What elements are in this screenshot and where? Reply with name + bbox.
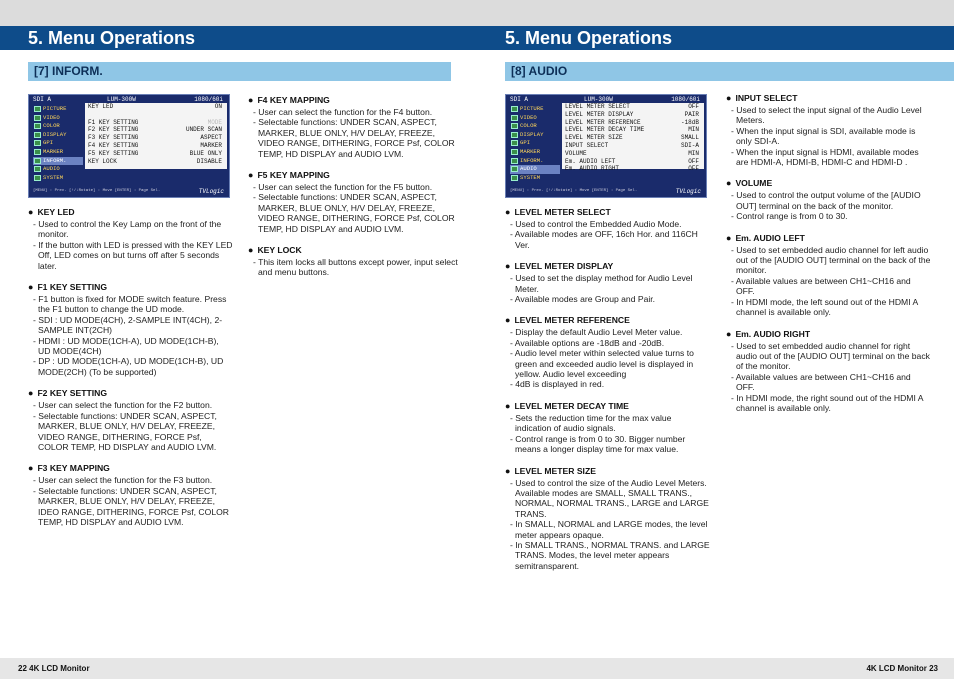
bullet-icon: ● xyxy=(505,261,511,272)
bullet-icon: ● xyxy=(28,282,34,293)
item-line: - When the input signal is SDI, available mode is only SDI-A. xyxy=(731,125,916,147)
setting-value: SMALL xyxy=(680,134,699,142)
item-heading xyxy=(28,207,233,218)
item-title: LEVEL METER REFERENCE xyxy=(514,315,630,326)
item-line: - Selectable functions: UNDER SCAN, ASPECT, MARKER, BLUE ONLY, H/V DELAY, FREEZE, IDEO RANGE, DITHERING, FORCE Psf, COLOR TEMP, HD DISPLAY and AUDIO LVM. xyxy=(33,485,229,527)
description-item xyxy=(505,401,710,455)
item-heading xyxy=(505,261,710,272)
item-line: - Control range is from 0 to 30. Bigger number means a longer display time for max value. xyxy=(510,433,686,455)
setting-name: INPUT SELECT xyxy=(565,141,609,149)
description-item xyxy=(505,261,710,304)
item-line: - Available modes are Group and Pair. xyxy=(510,294,656,305)
setting-value: OFF xyxy=(688,165,699,173)
bullet-icon: ● xyxy=(726,93,732,103)
setting-row xyxy=(562,158,704,166)
menu-item: MARKER xyxy=(33,148,83,157)
item-line: - Sets the reduction time for the max value indication of audio signals. xyxy=(510,412,672,434)
item-title: LEVEL METER DECAY TIME xyxy=(514,400,629,411)
setting-value: SDI-A xyxy=(680,141,699,149)
setting-name: VOLUME xyxy=(565,149,587,157)
setting-row xyxy=(85,150,227,158)
setting-row xyxy=(85,158,227,166)
screen-menu xyxy=(510,105,560,182)
description-item xyxy=(726,233,931,318)
setting-name: LEVEL METER REFERENCE xyxy=(565,118,641,126)
setting-row xyxy=(85,119,227,127)
item-title: KEY LED xyxy=(37,207,75,217)
section-header-audio: [8] AUDIO xyxy=(505,62,954,81)
item-line: - DP : UD MODE(1CH-A), UD MODE(1CH-B), UD MODE(2CH) (To be supported) xyxy=(33,356,224,377)
item-line: - If the button with LED is pressed with the KEY LED Off, LED comes on but turns off after 5 seconds later. xyxy=(33,239,233,271)
description-item xyxy=(726,178,931,221)
description-item xyxy=(28,388,233,452)
screen-format: 1080/60i xyxy=(194,96,223,103)
monitor-screenshot-audio xyxy=(505,94,707,198)
description-item xyxy=(726,329,931,414)
footer-right: 4K LCD Monitor 23 xyxy=(477,658,954,679)
setting-name: Em. AUDIO RIGHT xyxy=(565,165,620,173)
bullet-icon: ● xyxy=(505,400,511,411)
setting-value: UNDER SCAN xyxy=(185,126,222,134)
setting-value: MODE xyxy=(207,118,222,126)
item-title: F2 KEY SETTING xyxy=(37,388,107,399)
item-line: - Available values are between CH1~CH16 and OFF. xyxy=(731,275,911,297)
screen-source: SDI A xyxy=(33,96,52,103)
setting-row xyxy=(85,142,227,150)
setting-row xyxy=(85,126,227,134)
item-title: LEVEL METER SIZE xyxy=(514,465,596,476)
item-line: - Selectable functions: UNDER SCAN, ASPECT, MARKER, BLUE ONLY, H/V DELAY, FREEZE, VIDEO RANGE, DITHERING, FORCE Psf, COLOR TEMP, HD DISPLAY and AUDIO LVM. xyxy=(253,117,455,159)
item-line: - In HDMI mode, the right sound out of the HDMI A channel is available only. xyxy=(731,392,924,413)
item-heading xyxy=(28,463,233,474)
description-item xyxy=(505,466,710,572)
item-title: Em. AUDIO RIGHT xyxy=(735,328,811,339)
screen-source: SDI A xyxy=(510,96,529,103)
menu-item: COLOR xyxy=(33,122,83,131)
menu-item: VIDEO xyxy=(33,114,83,123)
setting-row xyxy=(562,111,704,119)
bullet-icon: ● xyxy=(28,388,34,399)
menu-item: DISPLAY xyxy=(33,131,83,140)
item-title: KEY LOCK xyxy=(257,245,302,256)
setting-row xyxy=(562,165,704,173)
description-item xyxy=(248,95,458,159)
setting-value: ON xyxy=(214,103,222,110)
description-item xyxy=(726,93,931,167)
setting-name: F4 KEY SETTING xyxy=(88,141,139,149)
setting-name: KEY LED xyxy=(88,103,114,110)
item-line: - Used to set embedded audio channel for right audio out of the [AUDIO OUT] terminal on the back of the monitor. xyxy=(731,340,930,372)
setting-name: LEVEL METER SIZE xyxy=(565,134,623,142)
top-band xyxy=(0,0,954,26)
setting-row xyxy=(562,103,704,111)
page-title-right: 5. Menu Operations xyxy=(477,26,954,50)
item-line: - This item locks all buttons except power, input select and menu buttons. xyxy=(253,257,458,278)
item-heading xyxy=(505,401,710,412)
bullet-icon: ● xyxy=(28,463,34,474)
item-title: F4 KEY MAPPING xyxy=(257,95,330,105)
section-header-inform: [7] INFORM. xyxy=(28,62,451,81)
setting-name: F2 KEY SETTING xyxy=(88,126,139,134)
description-item xyxy=(28,282,233,377)
item-line: - Available values are between CH1~CH16 and OFF. xyxy=(731,371,911,393)
item-line: - Used to control the output volume of the [AUDIO OUT] terminal on the back of the monitor. xyxy=(731,190,921,211)
item-heading xyxy=(248,95,458,106)
text-column-left-2 xyxy=(248,95,458,289)
text-column-right-2 xyxy=(726,93,931,424)
item-heading xyxy=(505,466,710,477)
item-heading xyxy=(505,315,710,326)
setting-value: PAIR xyxy=(684,110,699,118)
setting-value: -18dB xyxy=(680,118,699,126)
bullet-icon: ● xyxy=(505,315,511,326)
setting-name: LEVEL METER DISPLAY xyxy=(565,110,634,118)
monitor-screenshot-inform xyxy=(28,94,230,198)
item-title: F3 KEY MAPPING xyxy=(37,463,110,474)
item-heading xyxy=(248,170,458,181)
bullet-icon: ● xyxy=(726,178,732,189)
description-item xyxy=(28,207,233,271)
item-line: - Used to control the Embedded Audio Mode. xyxy=(510,219,682,229)
item-line: - Selectable functions: UNDER SCAN, ASPECT, MARKER, BLUE ONLY, H/V DELAY, FREEZE, VIDEO RANGE, DITHERING, FORCE Psf, COLOR TEMP, HD DISPLAY and AUDIO LVM. xyxy=(253,192,455,234)
settings-panel xyxy=(562,103,704,173)
item-heading xyxy=(726,178,931,189)
item-title: LEVEL METER SELECT xyxy=(514,207,611,217)
item-line: - 4dB is displayed in red. xyxy=(510,379,605,390)
item-line: - Used to control the Key Lamp on the front of the monitor. xyxy=(33,219,222,240)
setting-row xyxy=(562,119,704,127)
setting-value: DISABLE xyxy=(196,157,222,165)
setting-row xyxy=(562,142,704,150)
screen-menu xyxy=(33,105,83,182)
item-line: - Used to control the size of the Audio Level Meters. Available modes are SMALL, SMALL TRANS., NORMAL, NORMAL TRANS., LARGE and LARGE TRANS. xyxy=(510,477,709,519)
screen-model: LUM-300W xyxy=(107,96,136,103)
item-line: - Display the default Audio Level Meter value. xyxy=(510,327,683,338)
item-title: Em. AUDIO LEFT xyxy=(735,232,805,243)
item-line: - User can select the function for the F3 button. xyxy=(33,475,213,486)
menu-item: PICTURE xyxy=(510,105,560,114)
item-line: - Available options are -18dB and -20dB. xyxy=(510,337,665,348)
setting-row xyxy=(85,111,227,119)
description-item xyxy=(28,463,233,527)
item-line: - Available modes are OFF, 16ch Hor. and 116CH Ver. xyxy=(510,229,698,250)
page-title-left: 5. Menu Operations xyxy=(0,26,477,50)
item-line: - F1 button is fixed for MODE switch feature. Press the F1 button to change the UD mode. xyxy=(33,294,227,315)
menu-item: SYSTEM xyxy=(510,174,560,183)
screen-footer-hints: [MENU] : Prev. [↑/↓Rotate] : Move [ENTER] : Page Sel. xyxy=(33,189,161,193)
item-line: - HDMI : UD MODE(1CH-A), UD MODE(1CH-B), UD MODE(4CH) xyxy=(33,335,219,357)
item-line: - When the input signal is HDMI, available modes are HDMI-A, HDMI-B, HDMI-C and HDMI-D . xyxy=(731,146,919,168)
text-column-left-1 xyxy=(28,207,233,538)
setting-name: F5 KEY SETTING xyxy=(88,149,139,157)
setting-row xyxy=(562,126,704,134)
setting-value: MARKER xyxy=(200,141,222,149)
bullet-icon: ● xyxy=(28,207,34,217)
description-item xyxy=(505,207,710,250)
menu-item: GPI xyxy=(510,139,560,148)
bullet-icon: ● xyxy=(505,207,511,217)
setting-name: LEVEL METER SELECT xyxy=(565,103,630,110)
menu-item: COLOR xyxy=(510,122,560,131)
menu-item: PICTURE xyxy=(33,105,83,114)
item-line: - In HDMI mode, the left sound out of the HDMI A channel is available only. xyxy=(731,296,918,318)
item-title: F1 KEY SETTING xyxy=(37,282,107,293)
item-line: - User can select the function for the F2 button. xyxy=(33,400,213,411)
bullet-icon: ● xyxy=(726,328,732,339)
item-title: LEVEL METER DISPLAY xyxy=(514,261,614,272)
description-item xyxy=(505,315,710,389)
text-column-right-1 xyxy=(505,207,710,582)
setting-name: LEVEL METER DECAY TIME xyxy=(565,126,645,134)
menu-item: GPI xyxy=(33,139,83,148)
screen-format: 1080/60i xyxy=(671,96,700,103)
item-line: - SDI : UD MODE(4CH), 2-SAMPLE INT(4CH), 2-SAMPLE INT(2CH) xyxy=(33,314,223,336)
brand-logo: TVLogic xyxy=(198,188,224,195)
item-line: - Audio level meter within selected value turns to green and exceeded audio level is displayed in yellow. Audio level exceeding xyxy=(510,348,694,380)
settings-panel xyxy=(85,103,227,169)
menu-item: AUDIO xyxy=(510,165,560,174)
screen-footer-hints: [MENU] : Prev. [↑/↓Rotate] : Move [ENTER] : Page Sel. xyxy=(510,189,638,193)
bullet-icon: ● xyxy=(248,95,254,105)
item-line: - User can select the function for the F4 button. xyxy=(253,107,433,117)
item-line: - In SMALL, NORMAL and LARGE modes, the level meter appears opaque. xyxy=(510,519,708,540)
setting-name: KEY LOCK xyxy=(88,157,117,165)
item-title: INPUT SELECT xyxy=(735,93,798,103)
footer-left: 22 4K LCD Monitor xyxy=(0,658,477,679)
menu-item: DISPLAY xyxy=(510,131,560,140)
bullet-icon: ● xyxy=(248,170,254,181)
item-line: - Selectable functions: UNDER SCAN, ASPECT, MARKER, BLUE ONLY, H/V DELAY, FREEZE, VIDEO RANGE, DITHERING, FORCE Psf, COLOR TEMP, HD DISPLAY and AUDIO LVM. xyxy=(33,410,217,452)
setting-row xyxy=(562,134,704,142)
item-title: VOLUME xyxy=(735,178,773,189)
description-item xyxy=(248,170,458,234)
setting-row xyxy=(562,150,704,158)
menu-item: INFORM. xyxy=(510,157,560,166)
item-title: F5 KEY MAPPING xyxy=(257,170,330,181)
item-heading xyxy=(28,282,233,293)
item-line: - User can select the function for the F5 button. xyxy=(253,182,433,193)
item-line: - Used to select the input signal of the Audio Level Meters. xyxy=(731,105,922,126)
menu-item: MARKER xyxy=(510,148,560,157)
setting-value: ASPECT xyxy=(200,134,222,142)
setting-value: OFF xyxy=(688,157,699,165)
menu-item: SYSTEM xyxy=(33,174,83,183)
item-heading xyxy=(248,245,458,256)
brand-logo: TVLogic xyxy=(675,188,701,195)
setting-name: F3 KEY SETTING xyxy=(88,134,139,142)
item-heading xyxy=(726,233,931,244)
setting-name: F1 KEY SETTING xyxy=(88,118,139,126)
bullet-icon: ● xyxy=(505,465,511,476)
setting-value: MIN xyxy=(688,126,699,134)
item-heading xyxy=(28,388,233,399)
menu-item: INFORM. xyxy=(33,157,83,166)
setting-row xyxy=(85,103,227,111)
setting-name: Em. AUDIO LEFT xyxy=(565,157,616,165)
item-heading xyxy=(505,207,710,218)
item-line: - In SMALL TRANS., NORMAL TRANS. and LARGE TRANS. Modes, the level meter appears semitransparent. xyxy=(510,539,710,571)
bullet-icon: ● xyxy=(726,232,732,243)
item-heading xyxy=(726,93,931,104)
description-item xyxy=(248,245,458,278)
item-line: - Control range is from 0 to 30. xyxy=(731,211,848,222)
screen-model: LUM-300W xyxy=(584,96,613,103)
setting-value: BLUE ONLY xyxy=(189,149,222,157)
item-line: - Used to set the display method for Audio Level Meter. xyxy=(510,273,693,294)
setting-value: OFF xyxy=(688,103,699,110)
menu-item: AUDIO xyxy=(33,165,83,174)
setting-value: MIN xyxy=(688,149,699,157)
menu-item: VIDEO xyxy=(510,114,560,123)
setting-row xyxy=(85,134,227,142)
item-line: - Used to set embedded audio channel for left audio out of the [AUDIO OUT] terminal on the back of the monitor. xyxy=(731,244,931,276)
item-heading xyxy=(726,329,931,340)
bullet-icon: ● xyxy=(248,245,254,256)
